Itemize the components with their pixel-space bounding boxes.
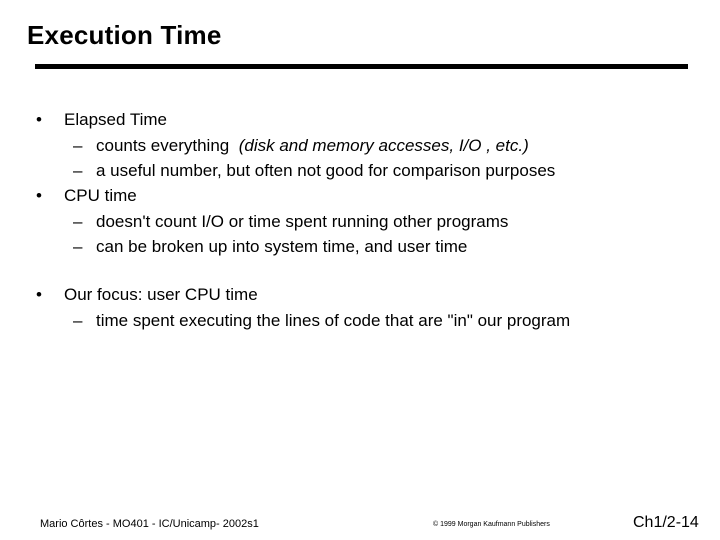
bullet-marker: • — [36, 285, 42, 304]
bullet-elapsed-time: Elapsed Time — [64, 110, 167, 129]
sub-bullet-text: counts everything — [96, 136, 230, 155]
title-underline — [35, 64, 688, 69]
bullet-marker: • — [36, 110, 42, 129]
bullet-our-focus: Our focus: user CPU time — [64, 285, 258, 304]
sub-bullet-marker: – — [73, 212, 83, 231]
footer-copyright: © 1999 Morgan Kaufmann Publishers — [433, 521, 550, 528]
sub-bullet-marker: – — [73, 237, 83, 256]
bullet-marker: • — [36, 186, 42, 205]
footer-page-number: Ch1/2-14 — [633, 514, 699, 531]
sub-bullet-marker: – — [73, 161, 83, 180]
sub-bullet-counts-everything — [96, 136, 529, 156]
footer-author: Mario Côrtes - MO401 - IC/Unicamp- 2002s1 — [40, 518, 259, 530]
sub-bullet-marker: – — [73, 311, 83, 330]
sub-bullet-useful-number: a useful number, but often not good for comparison purposes — [96, 161, 556, 180]
sub-bullet-italic-note: (disk and memory accesses, I/O , etc.) — [238, 136, 529, 155]
sub-bullet-system-user-time: can be broken up into system time, and user time — [96, 237, 468, 256]
sub-bullet-doesnt-count-io: doesn't count I/O or time spent running other programs — [96, 212, 509, 231]
bullet-cpu-time: CPU time — [64, 186, 137, 205]
sub-bullet-marker: – — [73, 136, 83, 155]
sub-bullet-time-spent-executing: time spent executing the lines of code that are "in" our program — [96, 311, 571, 330]
slide-title: Execution Time — [27, 20, 222, 50]
